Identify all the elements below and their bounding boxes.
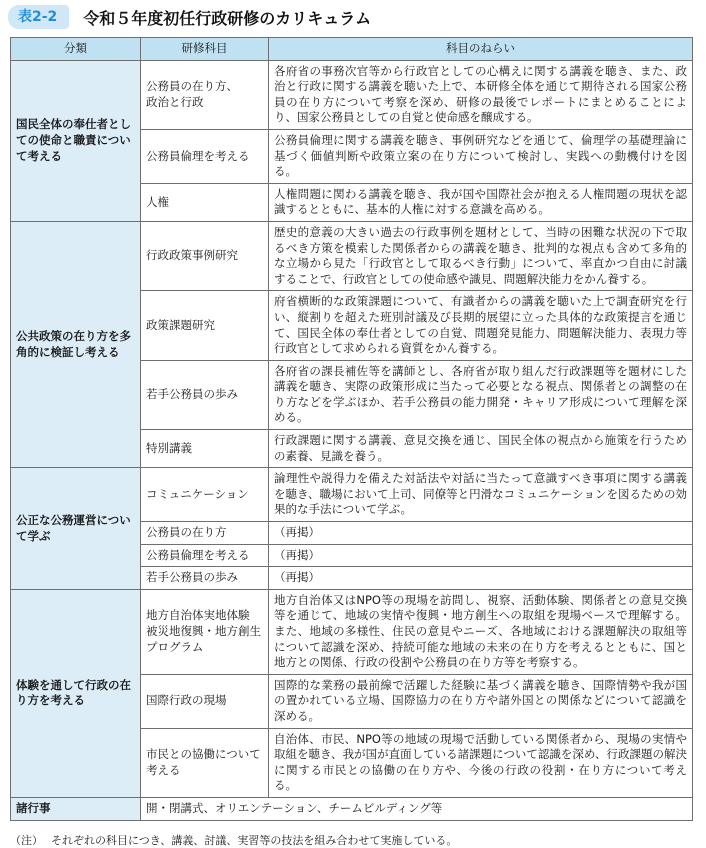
footnote-text: それぞれの科目につき、講義、討議、実習等の技法を組み合わせて実施している。 <box>51 833 458 847</box>
subject-cell: 公務員倫理を考える <box>141 544 269 567</box>
category-cell: 公共政策の在り方を多角的に検証し考える <box>11 221 141 467</box>
subject-cell: 政策課題研究 <box>141 291 269 360</box>
subject-cell: 特別講義 <box>141 430 269 468</box>
aim-cell: 公務員倫理に関する講義を聴き、事例研究などを通じて、倫理学の基礎理論に基づく価値判断や政策立案の在り方について検討し、実践への動機付けを図る。 <box>269 129 693 183</box>
table-row <box>11 221 693 290</box>
subject-cell: 公務員の在り方 <box>141 522 269 545</box>
aim-cell: 地方自治体又はNPO等の現場を訪問し、視察、活動体験、関係者との意見交換等を通じて、地域の実情や復興・地方創生への取組を現場ベースで理解する。また、地域の多様性、住民の意見やニーズ、各地域における課題解決の取組等について認識を深め、持続可能な地域の未来の在り方を考えるとともに、国と地方との関係、行政の役割や公務員の在り方等を考察する。 <box>269 589 693 674</box>
subject-cell: 市民との協働について考える <box>141 728 269 797</box>
aim-cell: 府省横断的な政策課題について、有識者からの講義を聴いた上で調査研究を行い、縦割りを超えた班別討議及び長期的展望に立った具体的な政策提言を通じて、国民全体の奉仕者としての自覚、問題発見能力、問題解決能力、表現力等行政官として求められる資質をかん養する。 <box>269 291 693 360</box>
subject-cell: 若手公務員の歩み <box>141 567 269 590</box>
table-row <box>11 589 693 674</box>
table-number-badge: 表2-2 <box>8 5 69 29</box>
aim-cell: 国際的な業務の最前線で活躍した経験に基づく講義を聴き、国際情勢や我が国の置かれている立場、国際協力の在り方や諸外国との関係などについて認識を深める。 <box>269 674 693 728</box>
footnote <box>10 833 692 848</box>
header-subject: 研修科目 <box>141 38 269 61</box>
table-row <box>11 60 693 129</box>
subject-cell: 国際行政の現場 <box>141 674 269 728</box>
aim-cell: 論理性や説得力を備えた対話法や対話に当たって意識すべき事項に関する講義を聴き、職場において上司、同僚等と円滑なコミュニケーションを図るための効果的な手法について学ぶ。 <box>269 468 693 522</box>
category-cell: 体験を通して行政の在り方を考える <box>11 589 141 797</box>
curriculum-table <box>10 37 693 821</box>
header-row <box>11 38 693 61</box>
subject-cell: 人権 <box>141 183 269 221</box>
aim-cell: 人権問題に関わる講義を聴き、我が国や国際社会が抱える人権問題の現状を認識するとともに、基本的人権に対する意識を高める。 <box>269 183 693 221</box>
subject-cell: 地方自治体実地体験 被災地復興・地方創生プログラム <box>141 589 269 674</box>
aim-cell: （再掲） <box>269 544 693 567</box>
subject-cell: 若手公務員の歩み <box>141 360 269 429</box>
subject-cell: 公務員の在り方、 政治と行政 <box>141 60 269 129</box>
subject-cell: 公務員倫理を考える <box>141 129 269 183</box>
header-aim: 科目のねらい <box>269 38 693 61</box>
aim-cell: 各府省の課長補佐等を講師とし、各府省が取り組んだ行政課題等を題材にした講義を聴き、実際の政策形成に当たって必要となる視点、関係者との調整の在り方などを学ぶほか、若手公務員の能力開発・キャリア形成について理解を深める。 <box>269 360 693 429</box>
subject-cell: コミュニケーション <box>141 468 269 522</box>
events-row <box>11 797 693 820</box>
aim-cell: 歴史的意義の大きい過去の行政事例を題材として、当時の困難な状況の下で取るべき方策を模索した関係者からの講義を聴き、批判的な視点も含めて多角的な立場から見た「行政官として取るべき行動」について、率直かつ自由に討議することで、行政官としての使命感や識見、問題解決能力をかん養する。 <box>269 221 693 290</box>
aim-cell: 行政課題に関する講義、意見交換を通じ、国民全体の視点から施策を行うための素養、見識を養う。 <box>269 430 693 468</box>
aim-cell: （再掲） <box>269 567 693 590</box>
footnote-label: （注） <box>10 833 43 847</box>
aim-cell: 自治体、市民、NPO等の地域の現場で活動している関係者から、現場の実情や取組を聴き、我が国が直面している諸課題について認識を深め、行政課題の解決に関する市民との協働の在り方や、今後の行政の役割・在り方について考える。 <box>269 728 693 797</box>
category-cell-events: 諸行事 <box>11 797 141 820</box>
aim-cell: 各府省の事務次官等から行政官としての心構えに関する講義を聴き、また、政治と行政に関する講義を聴いた上で、本研修全体を通じて期待される国家公務員の在り方について考察を深め、研修の最後でレポートにまとめることにより、国家公務員としての自覚と使命感を醸成する。 <box>269 60 693 129</box>
title-bar <box>8 5 692 29</box>
aim-cell: （再掲） <box>269 522 693 545</box>
category-cell: 公正な公務運営について学ぶ <box>11 468 141 590</box>
category-cell: 国民全体の奉仕者としての使命と職責について考える <box>11 60 141 221</box>
subject-cell: 行政政策事例研究 <box>141 221 269 290</box>
page-title: 令和５年度初任行政研修のカリキュラム <box>83 8 372 28</box>
header-category: 分類 <box>11 38 141 61</box>
events-content: 開・閉講式、オリエンテーション、チームビルディング等 <box>141 797 693 820</box>
table-row <box>11 468 693 522</box>
